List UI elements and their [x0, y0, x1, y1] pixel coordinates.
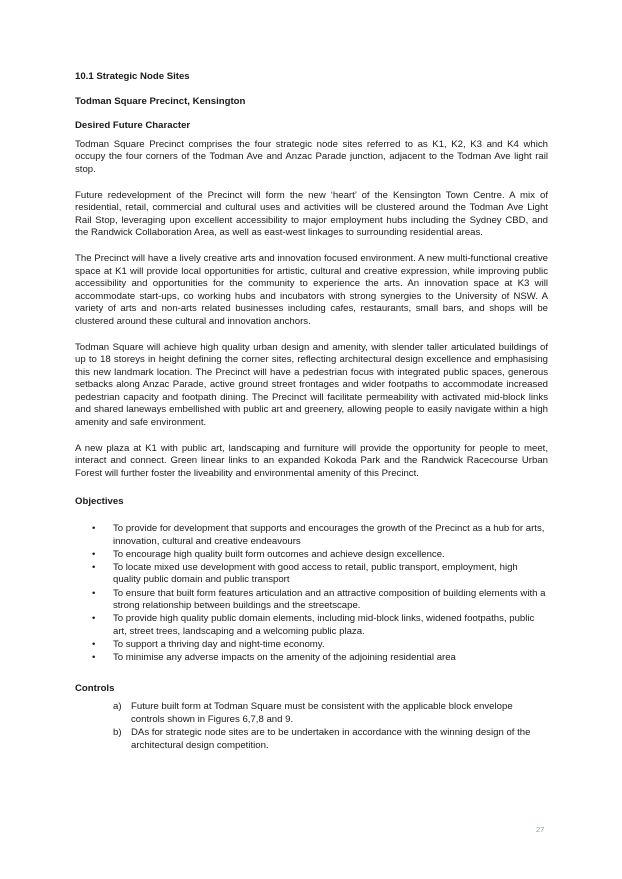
objectives-heading: Objectives: [75, 496, 124, 508]
objective-text: To support a thriving day and night-time economy.: [113, 638, 325, 650]
objective-item: [75, 639, 548, 652]
objective-item: [75, 549, 548, 562]
objective-item: [75, 652, 548, 665]
objective-text: To provide for development that supports and encourages the growth of the Precinct as a hub for arts, innovation, cultural and creative endeavours: [113, 523, 545, 547]
bullet-icon: •: [92, 651, 96, 663]
control-text: DAs for strategic node sites are to be undertaken in accordance with the winning design of the architectural design competition.: [131, 727, 531, 751]
section-heading: 10.1 Strategic Node Sites: [75, 71, 190, 82]
objective-text: To locate mixed use development with good access to retail, public transport, employment, high quality public domain and public transport: [113, 561, 518, 586]
objectives-list: [75, 523, 548, 665]
objective-item: [75, 523, 548, 548]
control-marker: b): [113, 727, 122, 739]
paragraph: The Precinct will have a lively creative arts and innovation focused environment. A new multi-functional creative space at K1 will provide local opportunities for artistic, cultural and creative expression, while improving public accessibility and opportunities for the community to experience the arts. An innovation space at K3 will accommodate start-ups, co working hubs and incubators with strong synergies to the University of NSW. A variety of arts and non-arts related businesses including cafes, restaurants, small bars, and shops will be clustered around these cultural and innovation anchors.: [75, 252, 548, 327]
bullet-icon: •: [92, 548, 96, 560]
control-marker: a): [113, 701, 122, 713]
controls-heading: Controls: [75, 682, 115, 694]
control-item: [75, 727, 548, 752]
objective-text: To minimise any adverse impacts on the amenity of the adjoining residential area: [113, 651, 456, 663]
paragraph: A new plaza at K1 with public art, landscaping and furniture will provide the opportunity for people to meet, interact and connect. Green linear links to an expanded Kokoda Park and the Randwick Racecourse Urban Forest will further foster the liveability and environmental amenity of this Precinct.: [75, 442, 548, 479]
paragraph: Todman Square will achieve high quality urban design and amenity, with slender taller articulated buildings of up to 18 storeys in height defining the corner sites, reflecting architectural design excellence and emphasising this new landmark location. The Precinct will have a pedestrian focus with integrated public spaces, generous setbacks along Anzac Parade, active ground street frontages and wider footpaths to accommodate increased pedestrian capacity and footpath dining. The Precinct will facilitate permeability with activated mid-block links and shared laneways embellished with public art and greenery, allowing people to easily navigate within a high amenity and safe environment.: [75, 341, 548, 429]
bullet-icon: •: [92, 561, 96, 573]
bullet-icon: •: [92, 638, 96, 650]
control-text: Future built form at Todman Square must be consistent with the applicable block envelope controls shown in Figures 6,7,8 and 9.: [131, 701, 513, 725]
page-number: 27: [536, 825, 545, 834]
bullet-icon: •: [92, 613, 96, 625]
page-content: [75, 71, 548, 754]
controls-list: [75, 701, 548, 752]
paragraph: Todman Square Precinct comprises the four strategic node sites referred to as K1, K2, K3 and K4 which occupy the four corners of the Todman Ave and Anzac Parade junction, adjacent to the Todman Ave light rail stop.: [75, 138, 548, 175]
character-heading: Desired Future Character: [75, 120, 191, 132]
objective-item: [75, 613, 548, 638]
objective-item: [75, 562, 548, 587]
objective-text: To encourage high quality built form outcomes and achieve design excellence.: [113, 548, 445, 560]
bullet-icon: •: [92, 587, 96, 599]
bullet-icon: •: [92, 523, 96, 535]
objective-text: To provide high quality public domain elements, including mid-block links, widened footpaths, public art, street trees, landscaping and a welcoming public plaza.: [113, 613, 535, 637]
control-item: [75, 701, 548, 726]
paragraph: Future redevelopment of the Precinct will form the new ‘heart’ of the Kensington Town Centre. A mix of residential, retail, commercial and cultural uses and activities will be clustered around the Todman Ave Light Rail Stop, leveraging upon excellent accessibility to major employment hubs including the Sydney CBD, and the Randwick Collaboration Area, as well as east-west linkages to surrounding residential areas.: [75, 189, 548, 239]
objective-text: To ensure that built form features articulation and an attractive composition of building elements with a strong relationship between buildings and the streetscape.: [113, 587, 546, 612]
objective-item: [75, 588, 548, 613]
precinct-subheading: Todman Square Precinct, Kensington: [75, 95, 246, 107]
